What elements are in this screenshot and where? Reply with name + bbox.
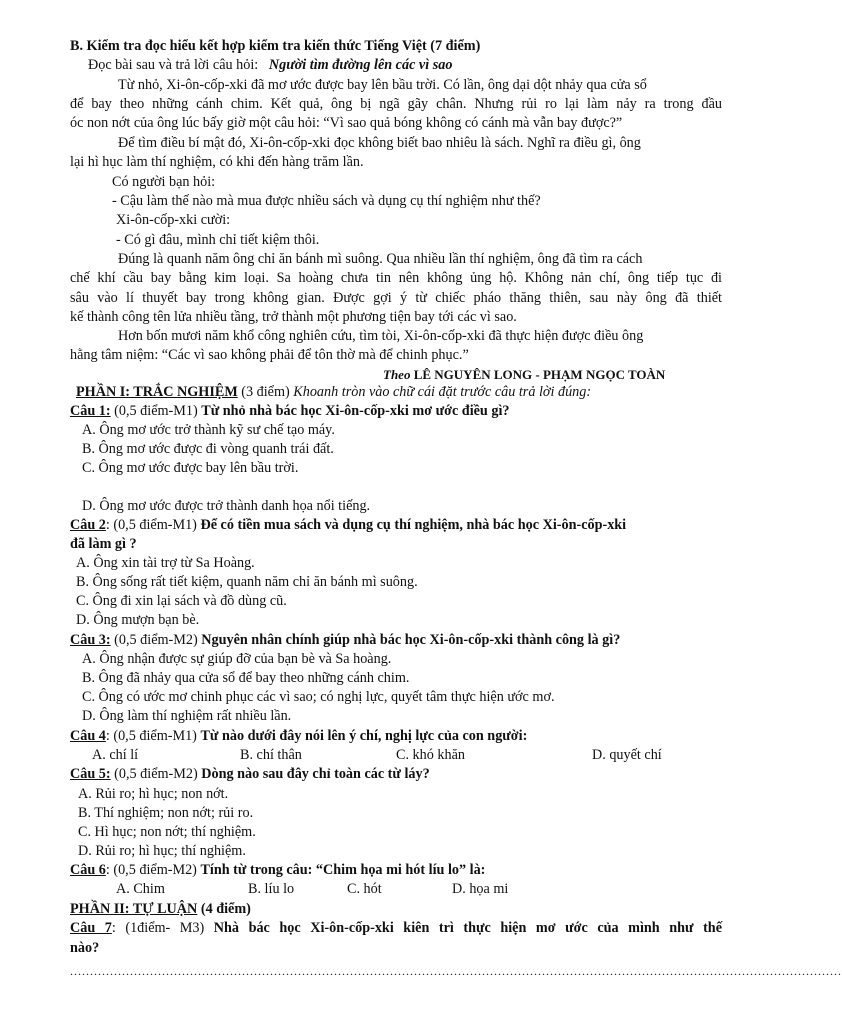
q5-option-c[interactable]: C. Hì hục; non nớt; thí nghiệm.	[78, 824, 256, 840]
reading-heading: B. Kiểm tra đọc hiểu kết hợp kiểm tra kiến thức Tiếng Việt (7 điểm)	[70, 38, 481, 54]
q6-option-c[interactable]: C. hót	[347, 881, 382, 897]
dialogue-line-1: Có người bạn hỏi:	[112, 174, 216, 190]
question-meta: (0,5 điểm-M2)	[114, 632, 198, 648]
question-label: Câu 3:	[70, 632, 111, 648]
question-meta: : (1điểm- M3)	[111, 920, 205, 936]
question-6	[70, 861, 485, 880]
part1-title: PHẦN I: TRẮC NGHIỆM	[76, 384, 238, 400]
question-1	[70, 402, 510, 421]
question-text: Dòng nào sau đây chỉ toàn các từ láy?	[201, 766, 430, 782]
q1-option-d[interactable]: D. Ông mơ ước được trở thành danh họa nổi tiếng.	[82, 498, 371, 514]
part1-points: (3 điểm)	[241, 384, 290, 400]
q1-option-b[interactable]: B. Ông mơ ước được đi vòng quanh trái đất.	[82, 441, 334, 457]
paragraph-4-line-2: hằng tâm niệm: “Các vì sao không phải để tôn thờ mà để chinh phục.”	[70, 347, 469, 363]
question-text: Từ nhỏ nhà bác học Xi-ôn-cốp-xki mơ ước điều gì?	[201, 403, 510, 419]
question-meta: (0,5 điểm-M1)	[114, 403, 198, 419]
paragraph-2-line-1: Để tìm điều bí mật đó, Xi-ôn-cốp-xki đọc không biết bao nhiêu là sách. Nghĩ ra điều gì, ông	[118, 135, 641, 151]
q3-option-c[interactable]: C. Ông có ước mơ chinh phục các vì sao; có nghị lực, quyết tâm thực hiện ước mơ.	[82, 689, 555, 705]
question-7	[70, 919, 722, 938]
q3-option-a[interactable]: A. Ông nhận được sự giúp đỡ của bạn bè và Sa hoàng.	[82, 651, 392, 667]
question-2-text-cont: đã làm gì ?	[70, 536, 137, 552]
q2-option-b[interactable]: B. Ông sống rất tiết kiệm, quanh năm chỉ ăn bánh mì suông.	[76, 574, 418, 590]
q3-option-d[interactable]: D. Ông làm thí nghiệm rất nhiều lần.	[82, 708, 292, 724]
q2-option-c[interactable]: C. Ông đi xin lại sách và đồ dùng cũ.	[76, 593, 287, 609]
q4-option-b[interactable]: B. chí thân	[240, 747, 302, 763]
source-prefix: Theo	[383, 367, 411, 382]
question-label: Câu 4	[70, 728, 106, 744]
part2-title: PHẦN II: TỰ LUẬN	[70, 901, 198, 917]
paragraph-4-line-1: Hơn bốn mươi năm khổ công nghiên cứu, tìm tòi, Xi-ôn-cốp-xki đã thực hiện được điều ông	[118, 328, 644, 344]
dialogue-line-3: Xi-ôn-cốp-xki cười:	[116, 212, 231, 228]
question-meta: : (0,5 điểm-M1)	[105, 517, 197, 533]
question-text: Từ nào dưới đây nói lên ý chí, nghị lực của con người:	[200, 728, 528, 744]
source-authors: LÊ NGUYÊN LONG - PHẠM NGỌC TOÀN	[413, 367, 666, 382]
question-label: Câu 7	[70, 920, 112, 936]
question-label: Câu 6	[70, 862, 106, 878]
dialogue-line-2: - Cậu làm thế nào mà mua được nhiều sách và dụng cụ thí nghiệm như thế?	[112, 193, 541, 209]
paragraph-3-line-2: chế khí cầu bay bằng kim loại. Sa hoàng chưa tin nên không ủng hộ. Không nản chí, ông tiếp tục đi	[70, 270, 722, 286]
q6-option-b[interactable]: B. líu lo	[248, 881, 295, 897]
paragraph-1-line-2: để bay theo những cánh chim. Kết quả, ông bị ngã gãy chân. Nhưng rủi ro lại làm nảy ra trong đầu	[70, 96, 722, 112]
q4-option-d[interactable]: D. quyết chí	[592, 747, 662, 763]
question-text: Tính từ trong câu: “Chim họa mi hót líu lo” là:	[200, 862, 486, 878]
question-3	[70, 631, 620, 650]
question-meta: : (0,5 điểm-M2)	[105, 862, 197, 878]
paragraph-2-line-2: lại hì hục làm thí nghiệm, có khi đến hàng trăm lần.	[70, 154, 364, 170]
paragraph-3-line-1: Đúng là quanh năm ông chỉ ăn bánh mì suông. Qua nhiều lần thí nghiệm, ông đã tìm ra cách	[118, 251, 643, 267]
source-credit	[383, 365, 665, 384]
question-text: Để có tiền mua sách và dụng cụ thí nghiệm, nhà bác học Xi-ôn-cốp-xki	[200, 517, 627, 533]
question-label: Câu 2	[70, 517, 106, 533]
q6-option-d[interactable]: D. họa mi	[452, 881, 509, 897]
question-meta: (0,5 điểm-M2)	[114, 766, 198, 782]
question-meta: : (0,5 điểm-M1)	[105, 728, 197, 744]
q2-option-d[interactable]: D. Ông mượn bạn bè.	[76, 612, 200, 628]
part2-heading	[70, 900, 251, 919]
q2-option-a[interactable]: A. Ông xin tài trợ từ Sa Hoàng.	[76, 555, 255, 571]
answer-line[interactable]: .................................................................................................................................................................................................	[70, 964, 842, 978]
story-title: Người tìm đường lên các vì sao	[268, 57, 453, 73]
question-5	[70, 765, 430, 784]
q5-option-d[interactable]: D. Rủi ro; hì hục; thí nghiệm.	[78, 843, 246, 859]
question-label: Câu 1:	[70, 403, 111, 419]
reading-instruction: Đọc bài sau và trả lời câu hỏi:	[88, 57, 259, 73]
q4-option-c[interactable]: C. khó khăn	[396, 747, 465, 763]
q6-option-a[interactable]: A. Chim	[116, 881, 165, 897]
paragraph-1-line-1: Từ nhỏ, Xi-ôn-cốp-xki đã mơ ước được bay lên bầu trời. Có lần, ông dại dột nhảy qua cửa sổ	[118, 77, 647, 93]
q4-option-a[interactable]: A. chí lí	[92, 747, 139, 763]
paragraph-3-line-3: sâu vào lí thuyết bay trong không gian. Được gợi ý từ chiếc pháo thăng thiên, sau này ông đã thiết	[70, 290, 722, 306]
q5-option-b[interactable]: B. Thí nghiệm; non nớt; rủi ro.	[78, 805, 254, 821]
question-4	[70, 727, 527, 746]
question-2	[70, 516, 626, 535]
question-label: Câu 5:	[70, 766, 111, 782]
part2-points: (4 điểm)	[200, 901, 251, 917]
reading-instruction-line	[88, 56, 452, 75]
part1-instruction: Khoanh tròn vào chữ cái đặt trước câu trả lời đúng:	[293, 384, 592, 400]
q1-option-c[interactable]: C. Ông mơ ước được bay lên bầu trời.	[82, 460, 299, 476]
part1-heading	[76, 383, 591, 402]
paragraph-1-line-3: óc non nớt của ông lúc bấy giờ một câu hỏi: “Vì sao quả bóng không có cánh mà vẫn bay được?”	[70, 115, 623, 131]
paragraph-3-line-4: kế thành công tên lửa nhiều tầng, trở thành một phương tiện bay tới các vì sao.	[70, 309, 517, 325]
q1-option-a[interactable]: A. Ông mơ ước trở thành kỹ sư chế tạo máy.	[82, 422, 335, 438]
question-text: Nhà bác học Xi-ôn-cốp-xki kiên trì thực hiện mơ ước của mình như thế	[213, 920, 722, 936]
q5-option-a[interactable]: A. Rủi ro; hì hục; non nớt.	[78, 786, 229, 802]
dialogue-line-4: - Có gì đâu, mình chỉ tiết kiệm thôi.	[116, 232, 320, 248]
question-7-text-cont: nào?	[70, 940, 100, 956]
question-text: Nguyên nhân chính giúp nhà bác học Xi-ôn-cốp-xki thành công là gì?	[201, 632, 621, 648]
q3-option-b[interactable]: B. Ông đã nhảy qua cửa sổ để bay theo những cánh chim.	[82, 670, 410, 686]
